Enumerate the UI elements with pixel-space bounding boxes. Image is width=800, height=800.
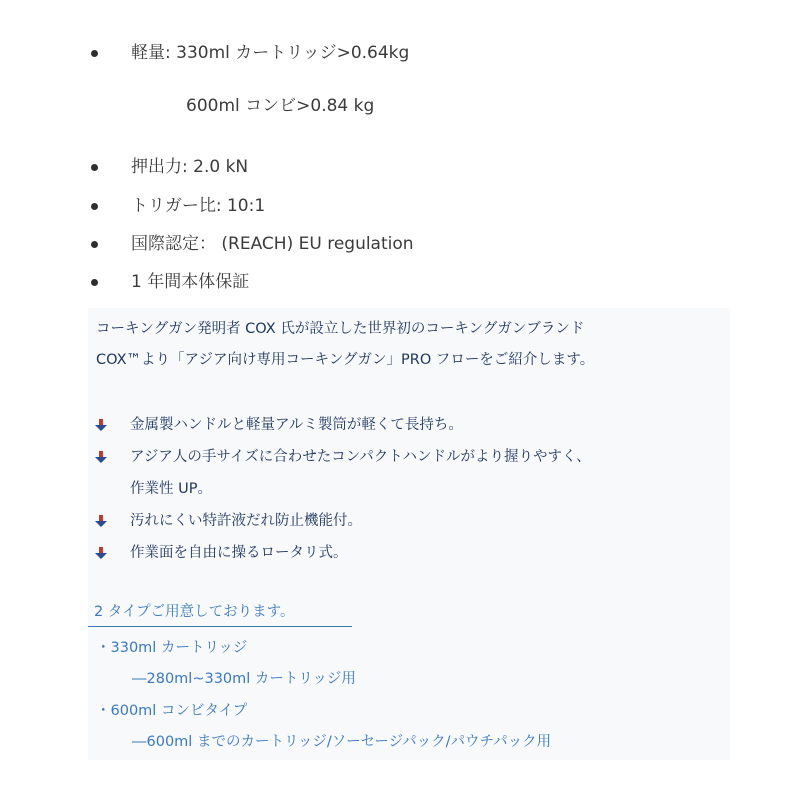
spec-trigger-label: トリガー比: 10:1 (131, 196, 266, 216)
round-bullet-icon (91, 203, 98, 210)
spec-force-label: 押出力: 2.0 kN (131, 157, 249, 177)
type-item-detail: ―600ml までのカートリッジ/ソーセージパック/パウチパック用 (132, 734, 552, 750)
down-arrow-bullet-icon (94, 450, 108, 464)
feature-text: 金属製ハンドルと軽量アルミ製筒が軽くて長持ち。 (130, 417, 463, 433)
types-heading-underline (88, 626, 352, 627)
types-heading: 2 タイプご用意しております。 (94, 604, 295, 620)
intro-line: コーキングガン発明者 COX 氏が設立した世界初のコーキングガンブランド (96, 321, 585, 337)
round-bullet-icon (91, 50, 98, 57)
feature-text-continued: 作業性 UP。 (130, 481, 212, 497)
feature-text: アジア人の手サイズに合わせたコンパクトハンドルがより握りやすく、 (130, 449, 591, 465)
feature-text: 作業面を自由に操るロータリ式。 (130, 545, 348, 561)
round-bullet-icon (91, 164, 98, 171)
spec-weight-label: 軽量: 330ml カートリッジ>0.64kg (131, 43, 410, 63)
spec-warranty-label: 1 年間本体保証 (131, 272, 250, 292)
round-bullet-icon (91, 279, 98, 286)
spec-weight-sub-label: 600ml コンビ>0.84 kg (186, 96, 375, 116)
type-item-name: ・330ml カートリッジ (96, 640, 248, 656)
intro-paragraph (96, 314, 594, 376)
intro-line: COX™より「アジア向け専用コーキングガン」PRO フローをご紹介します。 (96, 352, 595, 368)
spec-cert-label: 国際認定： (REACH) EU regulation (131, 234, 414, 254)
down-arrow-bullet-icon (94, 514, 108, 528)
type-item-detail: ―280ml~330ml カートリッジ用 (132, 671, 356, 687)
promo-section (88, 308, 730, 760)
down-arrow-bullet-icon (94, 418, 108, 432)
feature-text: 汚れにくい特許液だれ防止機能付。 (130, 513, 362, 529)
type-item-name: ・600ml コンビタイプ (96, 703, 248, 719)
down-arrow-bullet-icon (94, 546, 108, 560)
round-bullet-icon (91, 241, 98, 248)
